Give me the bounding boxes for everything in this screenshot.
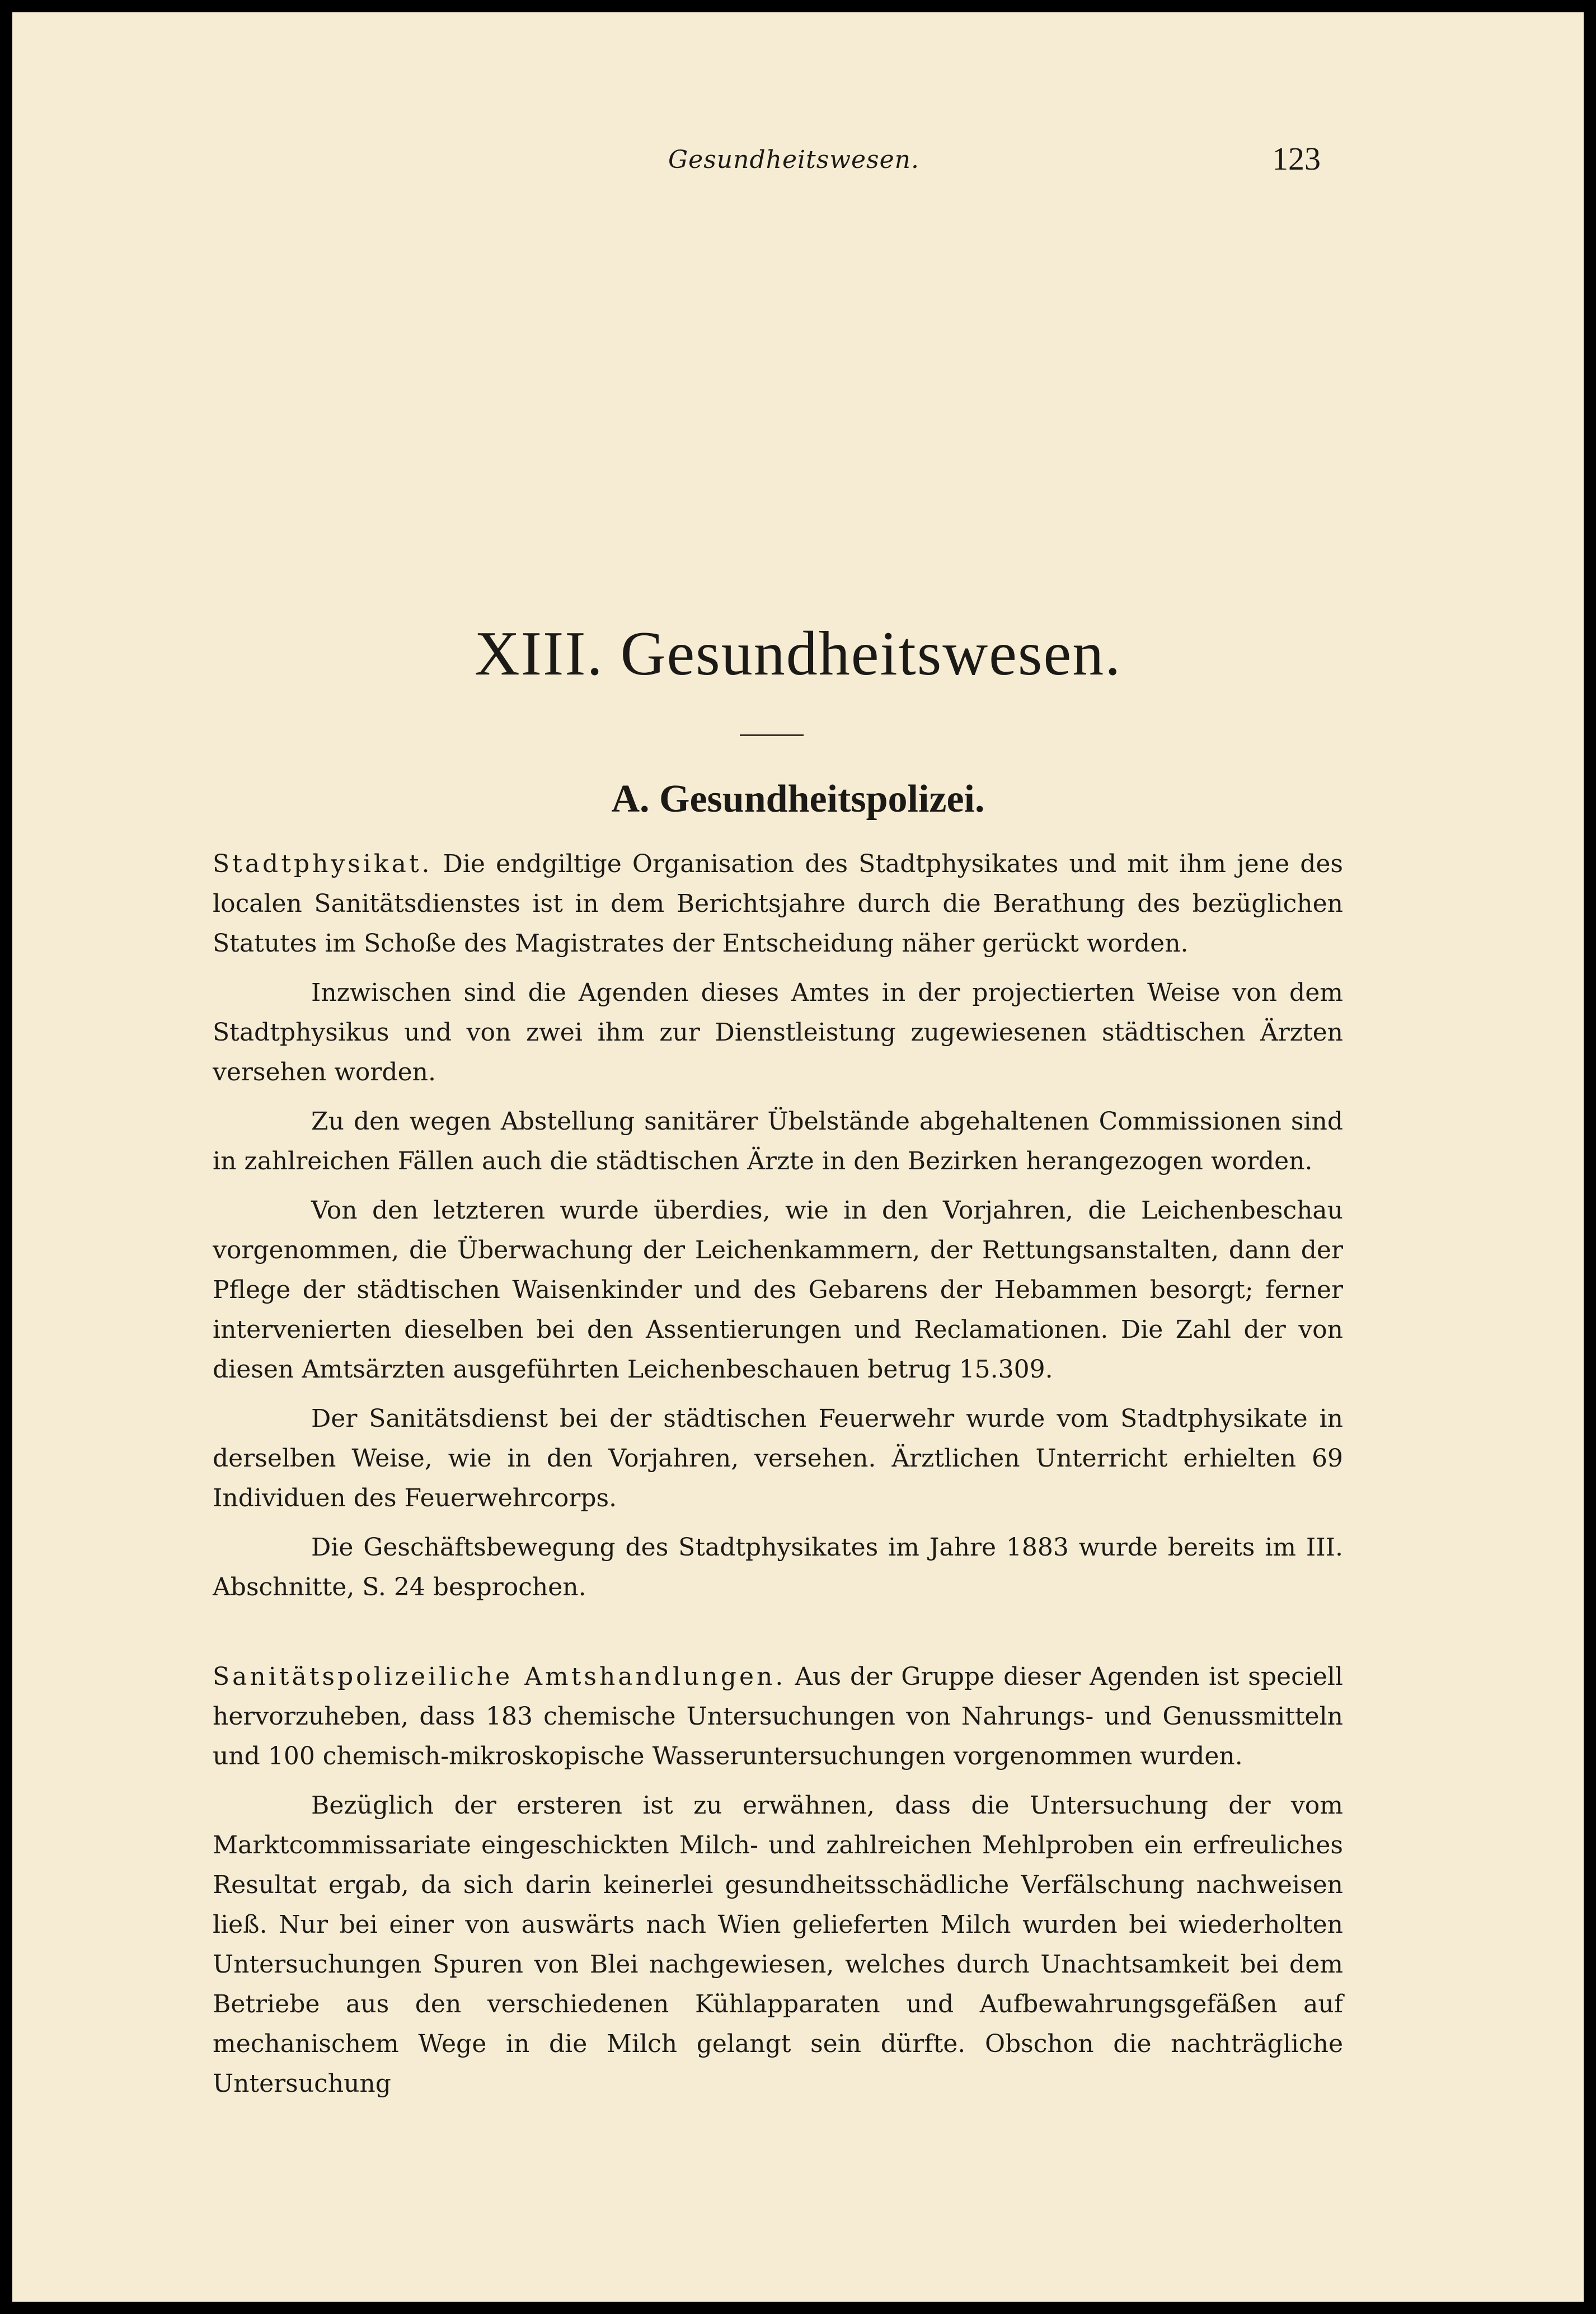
paragraph-text: Inzwischen sind die Agenden dieses Amtes in der projectierten Weise von dem Stadtphysikus und von zwei ihm zur Dienstleistung zugewiesenen städtischen Ärzten versehen worden. (213, 978, 1343, 1086)
title-divider (740, 734, 804, 736)
paragraph-text: Zu den wegen Abstellung sanitärer Übelstände abgehaltenen Commissionen sind in zahlreichen Fällen auch die städtischen Ärzte in den Bezirken herangezogen worden. (213, 1107, 1343, 1175)
paragraph (213, 844, 1343, 963)
paragraph-text: Der Sanitätsdienst bei der städtischen Feuerwehr wurde vom Stadtphysikate in derselben Weise, wie in den Vorjahren, versehen. Ärztlichen Unterricht erhielten 69 Individuen des Feuerwehrcorps. (213, 1404, 1343, 1512)
paragraph (213, 1399, 1343, 1518)
chapter-title: XIII. Gesundheitswesen. (474, 619, 1122, 688)
paragraph-text: Von den letzteren wurde überdies, wie in den Vorjahren, die Leichenbeschau vorgenommen, die Überwachung der Leichenkammern, der Rettungsanstalten, dann der Pflege der städtischen Waisenkinder und des Gebarens der Hebammen besorgt; ferner intervenierten dieselben bei den Assentierungen und Reclamationen. Die Zahl der von diesen Amtsärzten ausgeführten Leichenbeschauen betrug 15.309. (213, 1196, 1343, 1384)
paragraph-text: Die Geschäftsbewegung des Stadtphysikates im Jahre 1883 wurde bereits im III. Abschnitte, S. 24 besprochen. (213, 1533, 1343, 1601)
paragraph (213, 973, 1343, 1092)
document-page (12, 12, 1584, 2302)
paragraph-text: Aus der Gruppe dieser Agenden ist speciell hervorzuheben, dass 183 chemische Untersuchungen von Nahrungs- und Genussmitteln und 100 chemisch-mikroskopische Wasseruntersuchungen vorgenommen wurden. (213, 1662, 1343, 1770)
section-gap (213, 1617, 1343, 1657)
paragraph-lead: Stadtphysikat. (213, 850, 433, 878)
paragraph (213, 1102, 1343, 1181)
paragraph (213, 1528, 1343, 1607)
paragraph-text: Die endgiltige Organisation des Stadtphysikates und mit ihm jene des localen Sanitätsdienstes ist in dem Berichtsjahre durch die Berathung des bezüglichen Statutes im Schoße des Magistrates der Entscheidung näher gerückt worden. (213, 850, 1343, 958)
paragraph-lead: Sanitätspolizeiliche Amtshandlungen. (213, 1662, 786, 1691)
page-number: 123 (1272, 140, 1321, 177)
running-head: Gesundheitswesen. (668, 146, 919, 174)
paragraph (213, 1786, 1343, 2104)
paragraph (213, 1191, 1343, 1389)
section-heading: A. Gesundheitspolizei. (611, 777, 985, 821)
paragraph (213, 1657, 1343, 1776)
paragraph-text: Bezüglich der ersteren ist zu erwähnen, dass die Untersuchung der vom Marktcommissariate eingeschickten Milch- und zahlreichen Mehlproben ein erfreuliches Resultat ergab, da sich darin keinerlei gesundheitsschädliche Verfälschung nachweisen ließ. Nur bei einer von auswärts nach Wien gelieferten Milch wurden bei wiederholten Untersuchungen Spuren von Blei nachgewiesen, welches durch Unachtsamkeit bei dem Betriebe aus den verschiedenen Kühlapparaten und Aufbewahrungsgefäßen auf mechanischem Wege in die Milch gelangt sein dürfte. Obschon die nachträgliche Untersuchung (213, 1791, 1343, 2098)
body-text (213, 844, 1343, 2113)
